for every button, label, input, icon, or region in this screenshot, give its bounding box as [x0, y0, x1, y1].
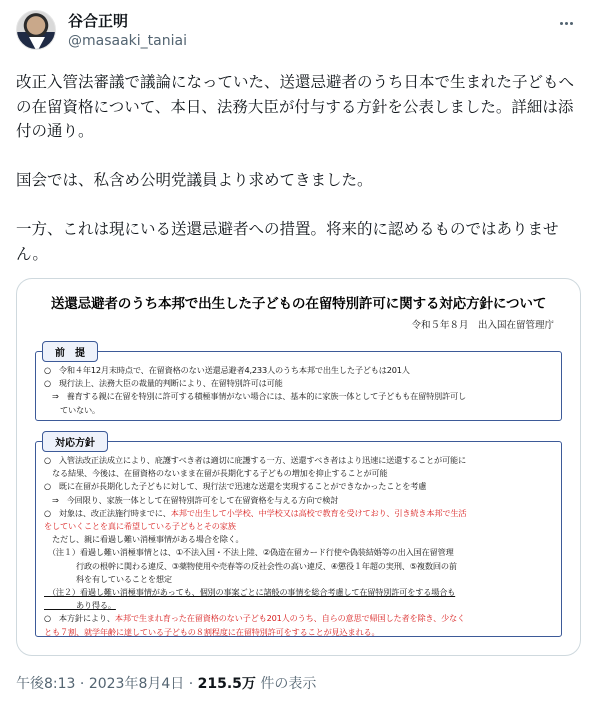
policy-line: なる結果、今後は、在留資格のないまま在留が長期化する子どもの増加を抑止することが可能	[44, 468, 388, 479]
premise-line: ○ 令和４年12月末時点で、在留資格のない送還忌避者4,233人のうち本邦で出生した子どもは201人	[44, 365, 410, 375]
policy-line: をしていくことを真に希望している子どもとその家族	[44, 521, 236, 532]
policy-line: あり得る。	[44, 600, 116, 611]
meta-separator: ·	[79, 676, 85, 692]
premise-line: ○ 現行法上、法務大臣の裁量的判断により、在留特別許可は可能	[44, 378, 283, 389]
attached-image[interactable]	[16, 278, 581, 656]
policy-line: ⇒ 今回限り、家族一体として在留特別許可をして在留資格を与える方向で検討	[44, 494, 339, 505]
policy-text: ○ 本方針により、	[44, 613, 115, 624]
premise-body	[44, 364, 553, 417]
handle[interactable]: @masaaki_taniai	[68, 33, 187, 49]
meta-separator: ·	[188, 676, 194, 692]
more-options-icon[interactable]	[555, 14, 577, 32]
policy-highlight: 本邦で出生して小学校、中学校又は高校で教育を受けており、引き続き本邦で生活	[170, 507, 467, 518]
policy-line: ○ 入管法改正法成立により、庇護すべき者は適切に庇護する一方、送還すべき者はより迅速に送還することが可能に	[44, 455, 466, 465]
policy-line: 科を有していることを想定	[44, 573, 172, 584]
policy-section	[35, 438, 562, 637]
tweet-meta	[16, 674, 316, 694]
views-count[interactable]: 215.5万	[197, 676, 256, 692]
premise-line: ⇒ 養育する親に在留を特別に許可する積極事情がない場合には、基本的に家族一体として子どもも在留特別許可し	[44, 391, 467, 402]
policy-line: とも７割、就学年齢に達している子どもの８割程度に在留特別許可をすることが見込まれる。	[44, 626, 380, 637]
tweet-date[interactable]: 2023年8月4日	[88, 676, 185, 692]
display-name[interactable]: 谷合正明	[68, 12, 129, 30]
tweet-header	[16, 10, 577, 58]
policy-text: ○ 対象は、改正法施行時までに、	[44, 507, 171, 518]
premise-label: 前 提	[42, 341, 98, 362]
policy-line	[44, 507, 553, 520]
premise-line: ていない。	[44, 404, 100, 415]
premise-section	[35, 348, 562, 421]
author-names	[68, 12, 187, 51]
policy-line: 行政の根幹に関わる違反、③薬物使用や売春等の反社会性の高い違反、④懲役１年超の実刑、⑤複数回の前	[44, 560, 457, 571]
document-image	[31, 289, 566, 645]
tweet-time[interactable]: 午後8:13	[16, 676, 76, 692]
policy-line: ○ 既に在留が長期化した子どもに対して、現行法で迅速な送還を実現することができなかったことを考慮	[44, 481, 427, 492]
policy-body	[44, 454, 553, 639]
tweet-text: 改正入管法審議で議論になっていた、送還忌避者のうち日本で生まれた子どもへの在留資格について、本日、法務大臣が付与する方針を公表しました。詳細は添付の通り。 国会では、私含め公明党議員より求めてきました。 一方、これは現にいる送還忌避者への措置。将来的に認めるものではありません。	[16, 73, 575, 263]
policy-label: 対応方針	[42, 431, 108, 452]
policy-line: （注２）看過し難い消極事情があっても、個別の事案ごとに諸般の事情を総合考慮して在留特別許可をする場合も	[44, 587, 456, 598]
document-title: 送還忌避者のうち本邦で出生した子どもの在留特別許可に関する対応方針について	[50, 296, 547, 312]
views-label: 件の表示	[260, 676, 317, 692]
policy-line: （注１）看過し難い消極事情とは、①不法入国・不法上陸、②偽造在留カード行使や偽装結婚等の出入国在留管理	[44, 547, 454, 558]
document-date-org: 令和５年８月 出入国在留管理庁	[411, 320, 554, 331]
policy-highlight: 本邦で生まれ育った在留資格のない子ども201人のうち、自らの意思で帰国した者を除き、少なく	[114, 613, 466, 624]
policy-line	[44, 612, 553, 625]
policy-line: ただし、親に看過し難い消極事情がある場合を除く。	[44, 534, 244, 545]
avatar[interactable]	[16, 10, 56, 50]
